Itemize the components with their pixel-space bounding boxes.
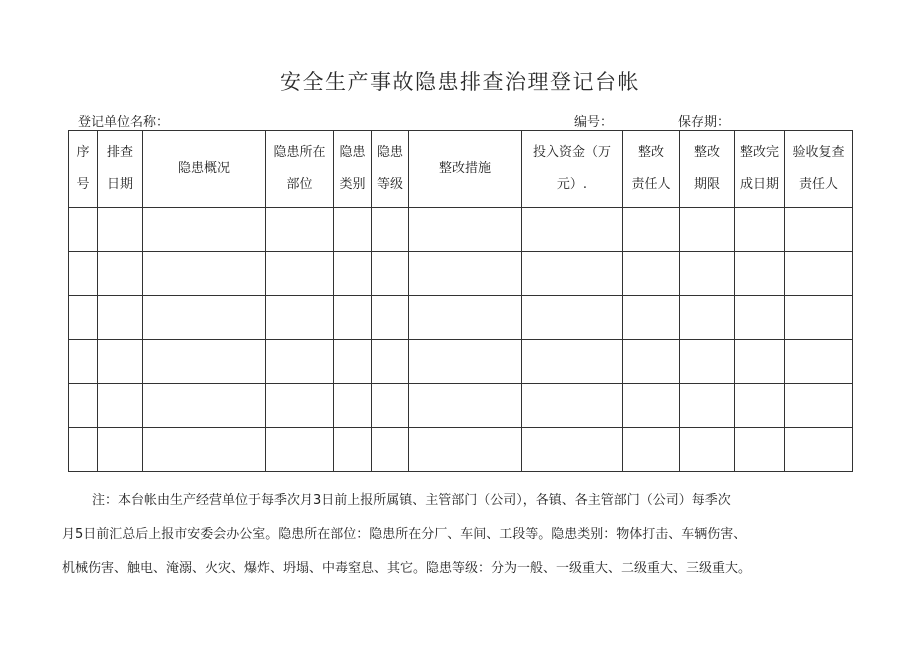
header-verifier: 验收复查 责任人 — [785, 131, 853, 208]
cell-funding[interactable] — [522, 208, 623, 252]
cell-deadline[interactable] — [680, 296, 735, 340]
cell-done-date[interactable] — [735, 208, 785, 252]
cell-overview[interactable] — [143, 428, 266, 472]
cell-overview[interactable] — [143, 340, 266, 384]
cell-category[interactable] — [334, 208, 372, 252]
cell-seq[interactable] — [69, 340, 98, 384]
note-line-3: 机械伤害、触电、淹溺、火灾、爆炸、坍塌、中毒窒息、其它。隐患等级：分为一般、一级重大、二级重大、三级重大。 — [62, 561, 752, 576]
header-owner: 整改 责任人 — [623, 131, 680, 208]
cell-funding[interactable] — [522, 384, 623, 428]
table-row — [69, 428, 853, 472]
cell-overview[interactable] — [143, 296, 266, 340]
note-line-1: 注：本台帐由生产经营单位于每季次月3日前上报所属镇、主管部门（公司），各镇、各主管部门（公司）每季次 — [92, 493, 731, 508]
table-row — [69, 252, 853, 296]
cell-owner[interactable] — [623, 296, 680, 340]
cell-grade[interactable] — [372, 252, 409, 296]
header-funding: 投入资金（万 元）. — [522, 131, 623, 208]
ledger-body — [69, 208, 853, 472]
cell-verifier[interactable] — [785, 384, 853, 428]
page-title: 安全生产事故隐患排查治理登记台帐 — [280, 70, 640, 94]
cell-measures[interactable] — [409, 296, 522, 340]
cell-verifier[interactable] — [785, 208, 853, 252]
cell-check-date[interactable] — [98, 384, 143, 428]
cell-owner[interactable] — [623, 340, 680, 384]
table-row — [69, 208, 853, 252]
cell-measures[interactable] — [409, 340, 522, 384]
cell-verifier[interactable] — [785, 428, 853, 472]
cell-seq[interactable] — [69, 252, 98, 296]
cell-verifier[interactable] — [785, 252, 853, 296]
cell-deadline[interactable] — [680, 428, 735, 472]
cell-done-date[interactable] — [735, 252, 785, 296]
cell-measures[interactable] — [409, 208, 522, 252]
header-grade: 隐患 等级 — [372, 131, 409, 208]
cell-check-date[interactable] — [98, 252, 143, 296]
cell-location[interactable] — [266, 208, 334, 252]
cell-category[interactable] — [334, 428, 372, 472]
cell-grade[interactable] — [372, 208, 409, 252]
cell-funding[interactable] — [522, 296, 623, 340]
cell-overview[interactable] — [143, 208, 266, 252]
header-check-date: 排查 日期 — [98, 131, 143, 208]
cell-seq[interactable] — [69, 208, 98, 252]
cell-category[interactable] — [334, 252, 372, 296]
cell-seq[interactable] — [69, 384, 98, 428]
cell-location[interactable] — [266, 340, 334, 384]
cell-owner[interactable] — [623, 252, 680, 296]
header-location: 隐患所在 部位 — [266, 131, 334, 208]
cell-seq[interactable] — [69, 296, 98, 340]
cell-location[interactable] — [266, 384, 334, 428]
cell-check-date[interactable] — [98, 208, 143, 252]
cell-location[interactable] — [266, 428, 334, 472]
header-measures: 整改措施 — [409, 131, 522, 208]
cell-deadline[interactable] — [680, 384, 735, 428]
header-done-date: 整改完 成日期 — [735, 131, 785, 208]
cell-grade[interactable] — [372, 428, 409, 472]
retention-label: 保存期： — [678, 115, 731, 130]
cell-funding[interactable] — [522, 428, 623, 472]
cell-done-date[interactable] — [735, 296, 785, 340]
cell-grade[interactable] — [372, 296, 409, 340]
cell-verifier[interactable] — [785, 340, 853, 384]
cell-grade[interactable] — [372, 340, 409, 384]
cell-seq[interactable] — [69, 428, 98, 472]
cell-overview[interactable] — [143, 384, 266, 428]
header-seq: 序 号 — [69, 131, 98, 208]
cell-owner[interactable] — [623, 384, 680, 428]
number-label: 编号： — [574, 115, 614, 130]
cell-owner[interactable] — [623, 428, 680, 472]
cell-category[interactable] — [334, 340, 372, 384]
cell-location[interactable] — [266, 296, 334, 340]
cell-measures[interactable] — [409, 252, 522, 296]
cell-check-date[interactable] — [98, 340, 143, 384]
cell-measures[interactable] — [409, 384, 522, 428]
cell-location[interactable] — [266, 252, 334, 296]
cell-measures[interactable] — [409, 428, 522, 472]
header-category: 隐患 类别 — [334, 131, 372, 208]
cell-done-date[interactable] — [735, 428, 785, 472]
header-deadline: 整改 期限 — [680, 131, 735, 208]
cell-category[interactable] — [334, 296, 372, 340]
cell-owner[interactable] — [623, 208, 680, 252]
org-name-label: 登记单位名称： — [78, 115, 170, 130]
cell-check-date[interactable] — [98, 296, 143, 340]
cell-deadline[interactable] — [680, 208, 735, 252]
cell-verifier[interactable] — [785, 296, 853, 340]
note-line-2: 月5日前汇总后上报市安委会办公室。隐患所在部位：隐患所在分厂、车间、工段等。隐患类别：物体打击、车辆伤害、 — [62, 527, 747, 542]
cell-category[interactable] — [334, 384, 372, 428]
cell-funding[interactable] — [522, 252, 623, 296]
cell-funding[interactable] — [522, 340, 623, 384]
cell-done-date[interactable] — [735, 340, 785, 384]
hazard-ledger-table — [68, 130, 853, 472]
cell-deadline[interactable] — [680, 340, 735, 384]
table-row — [69, 340, 853, 384]
cell-check-date[interactable] — [98, 428, 143, 472]
table-row — [69, 296, 853, 340]
cell-deadline[interactable] — [680, 252, 735, 296]
header-overview: 隐患概况 — [143, 131, 266, 208]
table-row — [69, 384, 853, 428]
cell-overview[interactable] — [143, 252, 266, 296]
cell-done-date[interactable] — [735, 384, 785, 428]
header-row — [69, 131, 853, 208]
cell-grade[interactable] — [372, 384, 409, 428]
